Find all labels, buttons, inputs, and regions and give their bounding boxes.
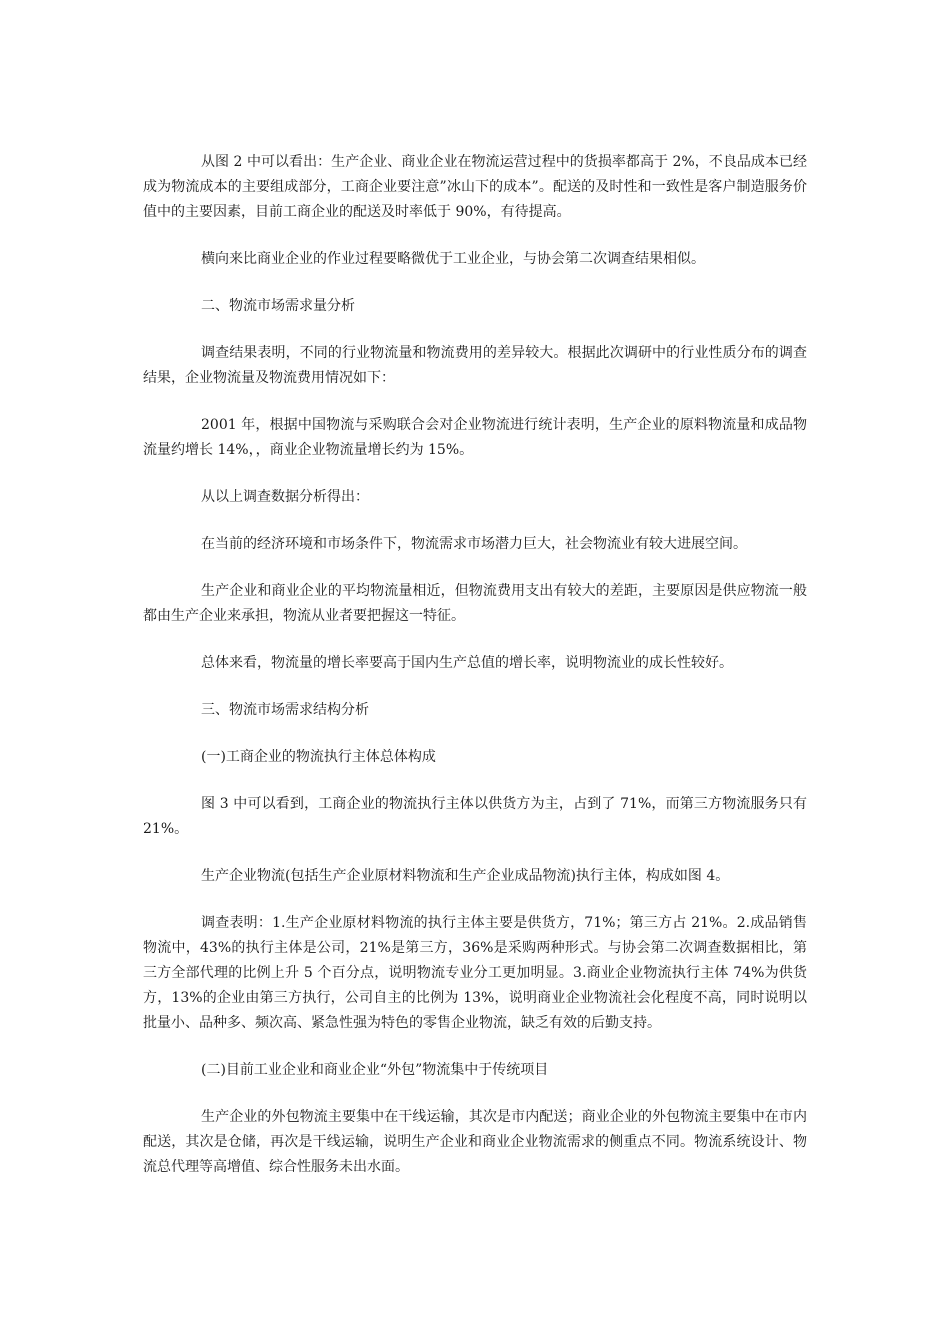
paragraph-figure3: 图 3 中可以看到，工商企业的物流执行主体以供货方为主，占到了 71%，而第三方物流服务只有 21%。 bbox=[143, 796, 807, 837]
paragraph-commerce-comparison: 横向来比商业企业的作业过程要略微优于工业企业，与协会第二次调查结果相似。 bbox=[201, 251, 705, 267]
document-body bbox=[143, 150, 807, 1202]
paragraph-logistics-cost: 从图 2 中可以看出：生产企业、商业企业在物流运营过程中的货损率都高于 2%，不良品成本已经成为物流成本的主要组成部分，工商企业要注意”冰山下的成本”。配送的及时性和一致性是客户制造服务价值中的主要因素，目前工商企业的配送及时率低于 90%，有待提高。 bbox=[143, 154, 807, 220]
subsection-heading-outsourcing: (二)目前工业企业和商业企业“外包”物流集中于传统项目 bbox=[201, 1062, 549, 1078]
paragraph-survey-results: 调查结果表明，不同的行业物流量和物流费用的差异较大。根据此次调研中的行业性质分布的调查结果，企业物流量及物流费用情况如下： bbox=[143, 345, 807, 386]
paragraph-outsourcing: 生产企业的外包物流主要集中在干线运输，其次是市内配送；商业企业的外包物流主要集中在市内配送，其次是仓储，再次是干线运输，说明生产企业和商业企业物流需求的侧重点不同。物流系统设计、物流总代理等高增值、综合性服务未出水面。 bbox=[143, 1109, 807, 1175]
paragraph-survey-details: 调查表明：1.生产企业原材料物流的执行主体主要是供货方，71%；第三方占 21%。2.成品销售物流中，43%的执行主体是公司，21%是第三方，36%是采购两种形式。与协会第二次调查数据相比，第三方全部代理的比例上升 5 个百分点，说明物流专业分工更加明显。3.商业企业物流执行主体 74%为供货方，13%的企业由第三方执行，公司自主的比例为 13%，说明商业企业物流社会化程度不高，同时说明以批量小、品种多、频次高、紧急性强为特色的零售企业物流，缺乏有效的后勤支持。 bbox=[143, 915, 807, 1031]
paragraph-analysis-intro: 从以上调查数据分析得出： bbox=[201, 489, 369, 505]
section-heading-demand-volume: 二、物流市场需求量分析 bbox=[201, 298, 355, 314]
subsection-heading-execution-subject: (一)工商企业的物流执行主体总体构成 bbox=[201, 749, 436, 765]
paragraph-market-potential: 在当前的经济环境和市场条件下，物流需求市场潜力巨大，社会物流业有较大进展空间。 bbox=[201, 536, 747, 552]
paragraph-growth-rate: 总体来看，物流量的增长率要高于国内生产总值的增长率，说明物流业的成长性较好。 bbox=[201, 655, 733, 671]
paragraph-2001-statistics: 2001 年，根据中国物流与采购联合会对企业物流进行统计表明，生产企业的原料物流量和成品物流量约增长 14%，，商业企业物流量增长约为 15%。 bbox=[143, 417, 807, 458]
section-heading-demand-structure: 三、物流市场需求结构分析 bbox=[201, 702, 369, 718]
paragraph-cost-difference: 生产企业和商业企业的平均物流量相近，但物流费用支出有较大的差距，主要原因是供应物流一般都由生产企业来承担，物流从业者要把握这一特征。 bbox=[143, 583, 807, 624]
paragraph-figure4: 生产企业物流(包括生产企业原材料物流和生产企业成品物流)执行主体，构成如图 4。 bbox=[201, 868, 730, 884]
